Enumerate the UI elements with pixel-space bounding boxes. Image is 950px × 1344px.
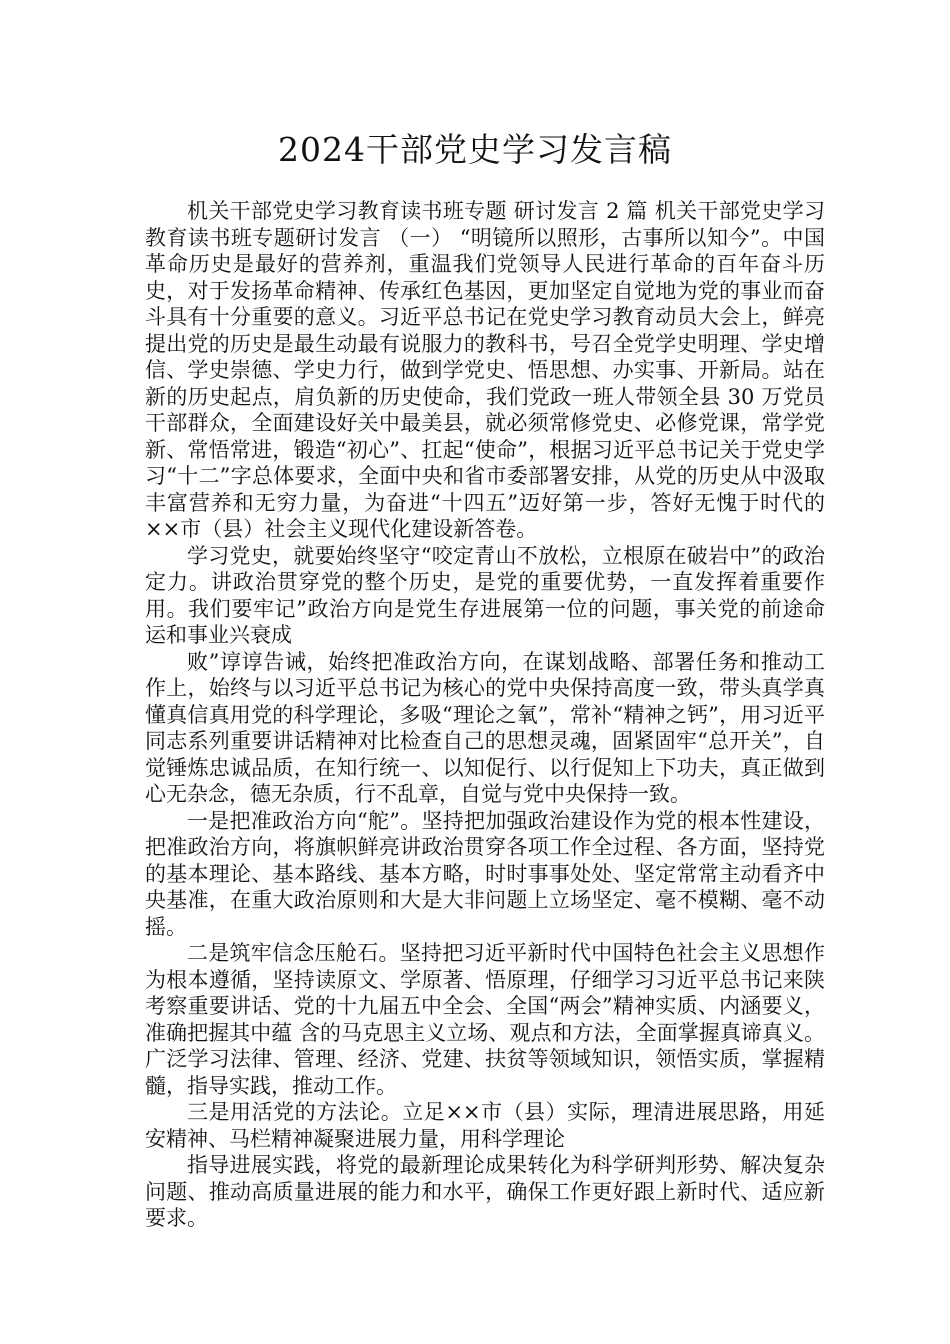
paragraph-point-one: 一是把准政治方向“舵”。坚持把加强政治建设作为党的根本性建设，把准政治方向，将旗帜鲜亮讲政治贯穿各项工作全过程、各方面，坚持党的基本理论、基本路线、基本方略，时时事事处处、坚定常常主动看齐中央基准，在重大政治原则和大是大非问题上立场坚定、毫不模糊、毫不动摇。 — [145, 808, 825, 939]
paragraph-point-three-continued: 指导进展实践，将党的最新理论成果转化为科学研判形势、解决复杂问题、推动高质量进展的能力和水平，确保工作更好跟上新时代、适应新要求。 — [145, 1153, 825, 1230]
document-title: 2024干部党史学习发言稿 — [278, 130, 672, 169]
paragraph-point-two: 二是筑牢信念压舱石。坚持把习近平新时代中国特色社会主义思想作为根本遵循，坚持读原文、学原著、悟原理，仔细学习习近平总书记来陕考察重要讲话、党的十九届五中全会、全国“两会”精神实质、内涵要义，准确把握其中蕴 含的马克思主义立场、观点和方法，全面掌握真谛真义。广泛学习法律、管理、经济、党建、扶贫等领域知识，领悟实质，掌握精髓，指导实践，推动工作。 — [145, 941, 825, 1098]
paragraph-point-three: 三是用活党的方法论。立足××市（县）实际，理清进展思路，用延安精神、马栏精神凝聚进展力量，用科学理论 — [145, 1100, 825, 1151]
paragraph-intro: 机关干部党史学习教育读书班专题 研讨发言 2 篇 机关干部党史学习教育读书班专题研讨发言 （一） “明镜所以照形，古事所以知今”。中国革命历史是最好的营养剂，重温我们党领导人民进行革命的百年奋斗历史，对于发扬革命精神、传承红色基因，更加坚定自觉地为党的事业而奋斗具有十分重要的意义。习近平总书记在党史学习教育动员大会上，鲜亮提出党的历史是最生动最有说服力的教科书，号召全党学史明理、学史增信、学史崇德、学史力行，做到学党史、悟思想、办实事、开新局。站在新的历史起点，肩负新的历史使命，我们党政一班人带领全县 30 万党员干部群众，全面建设好关中最美县，就必须常修党史、必修党课，常学党新、常悟常进，锻造“初心”、扛起“使命”，根据习近平总书记关于党史学习“十二”字总体要求，全面中央和省市委部署安排，从党的历史从中汲取丰富营养和无穷力量，为奋进“十四五”迈好第一步，答好无愧于时代的××市（县）社会主义现代化建设新答卷。 — [145, 199, 825, 541]
paragraph-political-stance: 学习党史，就要始终坚守“咬定青山不放松，立根原在破岩中”的政治定力。讲政治贯穿党的整个历史，是党的重要优势，一直发挥着重要作用。我们要牢记”政治方向是党生存进展第一位的问题，事关党的前途命运和事业兴衰成 — [145, 543, 825, 647]
document-body — [145, 198, 825, 1232]
paragraph-political-direction: 败”谆谆告诫，始终把准政治方向，在谋划战略、部署任务和推动工作上，始终与以习近平总书记为核心的党中央保持高度一致，带头真学真懂真信真用党的科学理论，多吸“理论之氧”，常补“精神之钙”，用习近平同志系列重要讲话精神对比检查自己的思想灵魂，固紧固牢“总开关”，自觉锤炼忠诚品质，在知行统一、以知促行、以行促知上下功夫，真正做到心无杂念，德无杂质，行不乱章，自觉与党中央保持一致。 — [145, 649, 825, 806]
